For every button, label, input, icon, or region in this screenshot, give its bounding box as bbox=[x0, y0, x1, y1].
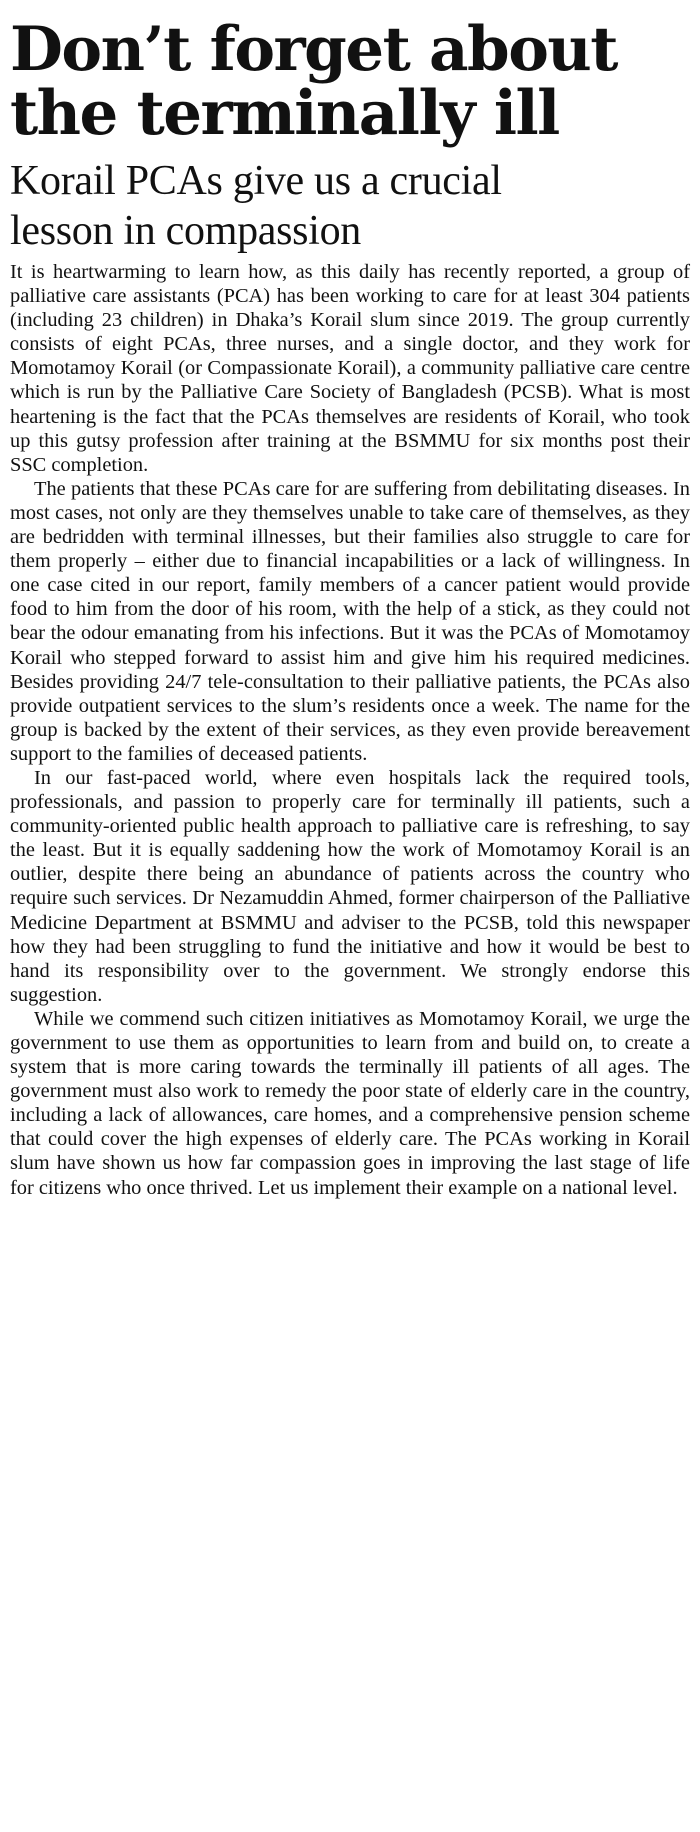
article-body bbox=[10, 260, 690, 1200]
paragraph-1: It is heartwarming to learn how, as this daily has recently reported, a group of palliative care assistants (PCA) has been working to care for at least 304 patients (including 23 children) in Dhaka’s Korail slum since 2019. The group currently consists of eight PCAs, three nurses, and a single doctor, and they work for Momotamoy Korail (or Compassionate Korail), a community palliative care centre which is run by the Palliative Care Society of Bangladesh (PCSB). What is most heartening is the fact that the PCAs themselves are residents of Korail, who took up this gutsy profession after training at the BSMMU for six months post their SSC completion. bbox=[10, 261, 690, 476]
subheadline: Korail PCAs give us a crucial lesson in compassion bbox=[10, 158, 502, 254]
paragraph-3: In our fast-paced world, where even hospitals lack the required tools, professionals, and passion to properly care for terminally ill patients, such a community-oriented public health approach to palliative care is refreshing, to say the least. But it is equally saddening how the work of Momotamoy Korail is an outlier, despite there being an abundance of patients across the country who require such services. Dr Nezamuddin Ahmed, former chairperson of the Palliative Medicine Department at BSMMU and adviser to the PCSB, told this newspaper how they had been struggling to fund the initiative and how it would be best to hand its responsibility over to the government. We strongly endorse this suggestion. bbox=[10, 766, 690, 1006]
paragraph-4: While we commend such citizen initiatives as Momotamoy Korail, we urge the government to use them as opportunities to learn from and build on, to create a system that is more caring towards the terminally ill patients of all ages. The government must also work to remedy the poor state of elderly care in the country, including a lack of allowances, care homes, and a comprehensive pension scheme that could cover the high expenses of elderly care. The PCAs working in Korail slum have shown us how far compassion goes in improving the last stage of life for citizens who once thrived. Let us implement their example on a national level. bbox=[10, 1007, 690, 1199]
headline: Don’t forget about the terminally ill bbox=[10, 14, 617, 149]
paragraph-2: The patients that these PCAs care for are suffering from debilitating diseases. In most cases, not only are they themselves unable to take care of themselves, as they are bedridden with terminal illnesses, but their families also struggle to care for them properly – either due to financial incapabilities or a lack of willingness. In one case cited in our report, family members of a cancer patient would provide food to him from the door of his room, with the help of a stick, as they could not bear the odour emanating from his infections. But it was the PCAs of Momotamoy Korail who stepped forward to assist him and give him his required medicines. Besides providing 24/7 tele-consultation to their palliative patients, the PCAs also provide outpatient services to the slum’s residents once a week. The name for the group is backed by the extent of their services, as they even provide bereavement support to the families of deceased patients. bbox=[10, 477, 690, 765]
